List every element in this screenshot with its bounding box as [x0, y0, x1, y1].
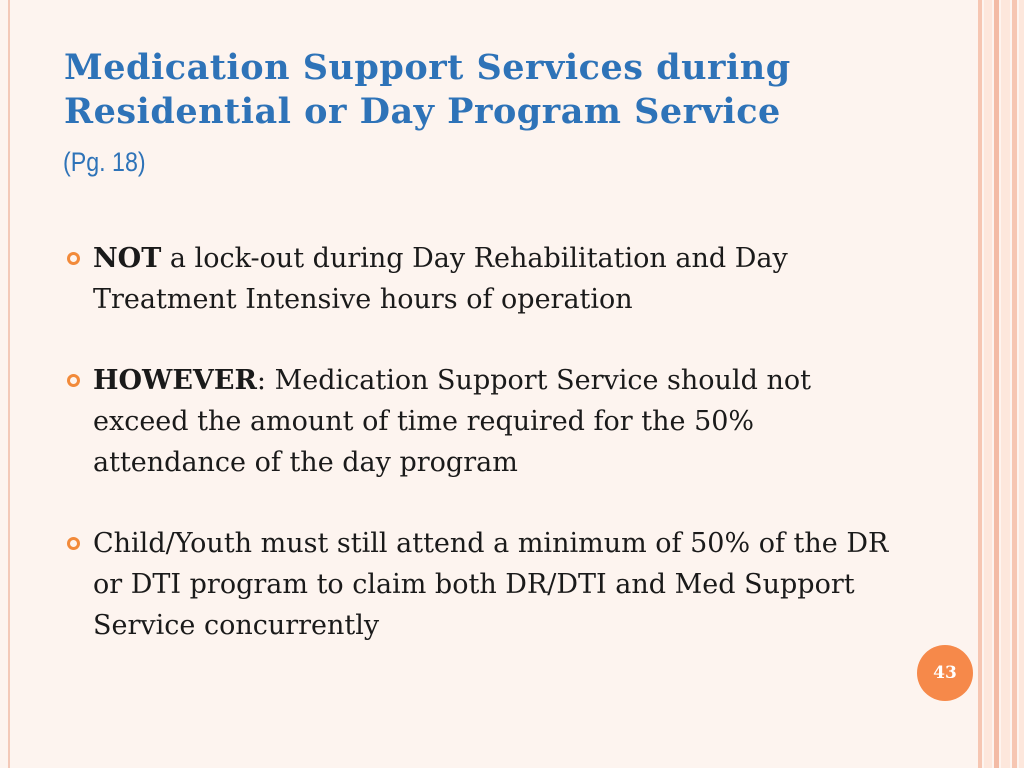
bullet-item — [62, 238, 892, 320]
page-number-badge: 43 — [917, 645, 973, 701]
circle-bullet-icon — [67, 374, 80, 387]
right-decor-stripe — [978, 0, 982, 768]
bullet-list — [62, 238, 892, 686]
right-decor-stripe — [1001, 0, 1010, 768]
bullet-text: a lock-out during Day Rehabilitation and Day Treatment Intensive hours of operation — [93, 243, 788, 315]
right-decor-stripe — [1019, 0, 1024, 768]
circle-bullet-icon — [67, 252, 80, 265]
bullet-item — [62, 360, 892, 483]
bullet-bold-text: HOWEVER — [93, 365, 257, 396]
bullet-text: : Medication Support Service should not exceed the amount of time required for the 50% attendance of the day program — [93, 365, 811, 478]
bullet-text: Child/Youth must still attend a minimum of 50% of the DR or DTI program to claim both DR/DTI and Med Support Service concurrently — [93, 528, 889, 641]
left-border-line — [8, 0, 10, 768]
bullet-bold-text: NOT — [93, 243, 162, 274]
circle-bullet-icon — [67, 537, 80, 550]
slide-title: Medication Support Services during Residential or Day Program Service — [64, 47, 791, 132]
right-decor-stripe — [984, 0, 992, 768]
slide-subtitle: (Pg. 18) — [63, 147, 146, 177]
right-decor-stripe — [1012, 0, 1017, 768]
right-decor-stripe — [994, 0, 999, 768]
bullet-item — [62, 523, 892, 646]
